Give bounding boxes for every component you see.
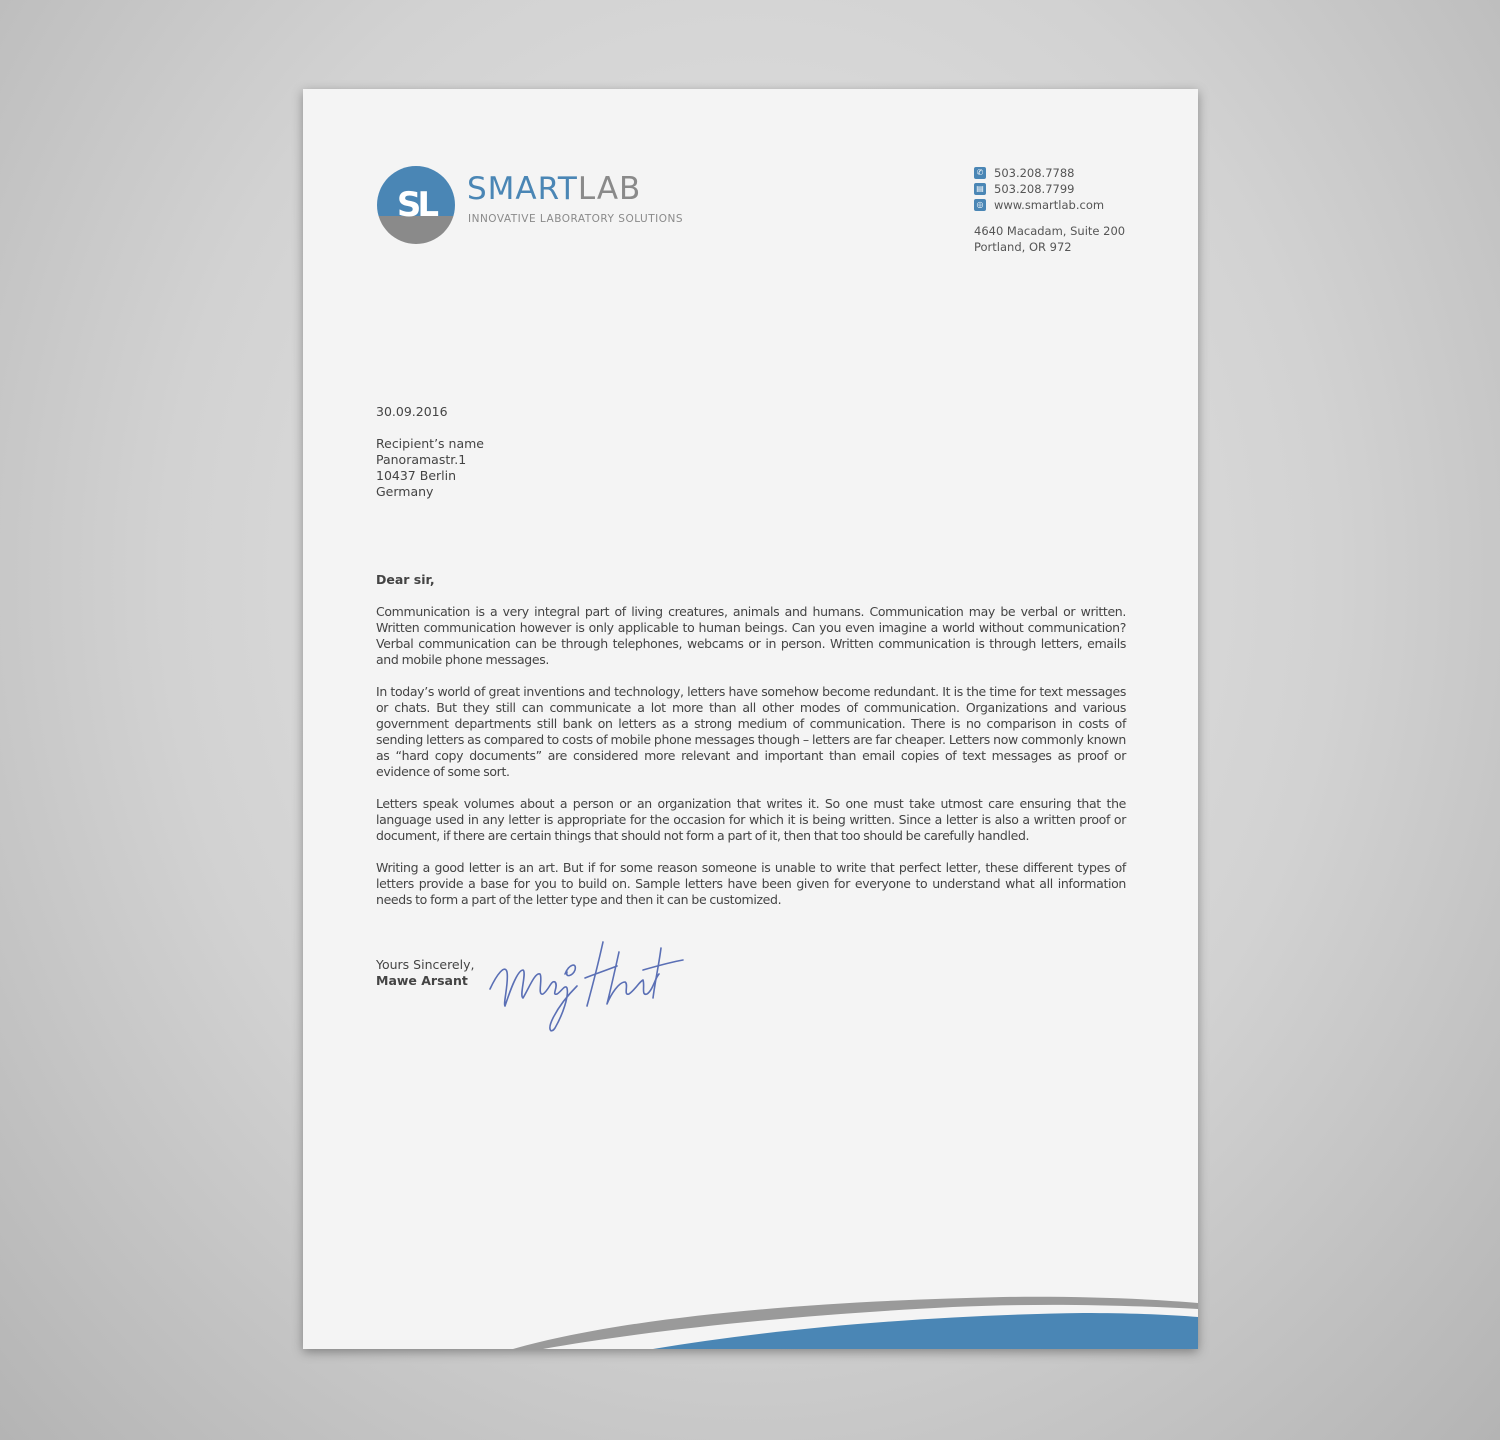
fax-number: 503.208.7799 bbox=[994, 182, 1075, 196]
brand-name bbox=[467, 171, 642, 207]
logo-monogram: SL bbox=[396, 185, 436, 225]
recipient-city: 10437 Berlin bbox=[376, 468, 457, 483]
globe-icon: ◎ bbox=[974, 199, 986, 211]
signer-name: Mawe Arsant bbox=[376, 973, 468, 988]
contact-fax bbox=[974, 181, 1184, 197]
letter-date: 30.09.2016 bbox=[376, 404, 448, 419]
body-paragraph: In today’s world of great inventions and technology, letters have somehow become redundant. It is the time for text messages or chats. But they still can communicate a lot more than all other modes of communication. Organizations and various government departments still bank on letters as a strong medium of communication. There is no comparison in costs of sending letters as compared to costs of mobile phone messages though – letters are far cheaper. Letters now commonly known as “hard copy documents” are considered more relevant and important than email copies of text messages as proof or evidence of some sort. bbox=[376, 684, 1126, 779]
fax-icon: ▤ bbox=[974, 183, 986, 195]
salutation: Dear sir, bbox=[376, 572, 435, 587]
recipient-name: Recipient’s name bbox=[376, 436, 484, 451]
website-url: www.smartlab.com bbox=[994, 198, 1105, 212]
letter-body bbox=[376, 604, 1126, 924]
recipient-block bbox=[376, 436, 1126, 500]
letterhead-page bbox=[303, 89, 1198, 1349]
contact-website bbox=[974, 197, 1184, 213]
body-paragraph: Letters speak volumes about a person or an organization that writes it. So one must take utmost care ensuring that the language used in any letter is appropriate for the occasion for which it is being written. Since a letter is also a written proof or document, if there are certain things that should not form a part of it, then that too should be carefully handled. bbox=[376, 796, 1126, 843]
brand-name-smart: SMART bbox=[467, 171, 578, 207]
body-paragraph: Communication is a very integral part of living creatures, animals and humans. Communication may be verbal or written. Written communication however is only applicable to human beings. Can you even imagine a world without communication? Verbal communication can be through telephones, webcams or in person. Written communication is through letters, emails and mobile phone messages. bbox=[376, 604, 1126, 667]
closing-phrase: Yours Sincerely, bbox=[376, 957, 475, 972]
body-paragraph: Writing a good letter is an art. But if for some reason someone is unable to write that perfect letter, these different types of letters provide a base for you to build on. Sample letters have been given for everyone to understand what all information needs to form a part of the letter type and then it can be customized. bbox=[376, 860, 1126, 907]
brand-tagline: INNOVATIVE LABORATORY SOLUTIONS bbox=[468, 213, 684, 225]
footer-swoosh bbox=[303, 1289, 1198, 1349]
handwritten-signature bbox=[485, 934, 685, 1039]
contact-block bbox=[974, 165, 1184, 255]
smartlab-logo-icon bbox=[377, 166, 455, 244]
phone-number: 503.208.7788 bbox=[994, 166, 1075, 180]
company-address bbox=[974, 223, 1184, 255]
brand-name-lab: LAB bbox=[577, 171, 642, 207]
recipient-street: Panoramastr.1 bbox=[376, 452, 467, 467]
address-line-2: Portland, OR 972 bbox=[974, 240, 1072, 254]
contact-phone bbox=[974, 165, 1184, 181]
address-line-1: 4640 Macadam, Suite 200 bbox=[974, 224, 1126, 238]
phone-icon: ✆ bbox=[974, 167, 986, 179]
recipient-country: Germany bbox=[376, 484, 434, 499]
closing-block bbox=[376, 957, 486, 989]
